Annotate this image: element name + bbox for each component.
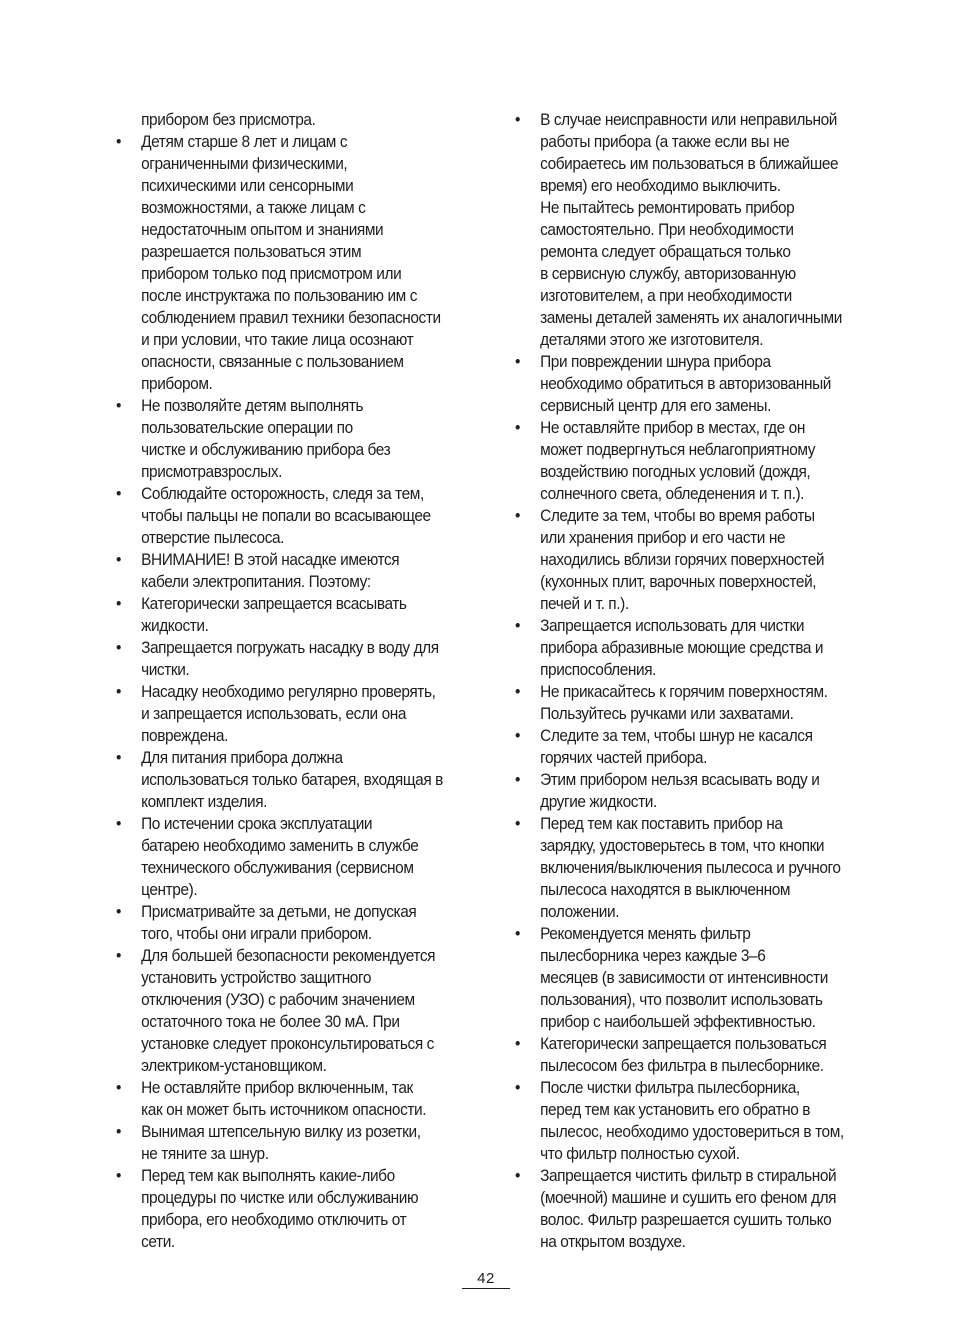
list-item-text: Следите за тем, чтобы во время работы или хранения прибор и его части не находились вблизи горячих поверхностей (кухонных плит, варочных поверхностей, печей и т. п.).: [540, 506, 825, 613]
list-item-text: Перед тем как поставить прибор на зарядку, удостоверьтесь в том, что кнопки включения/выключения пылесоса и ручного пылесоса находятся в выключенном положении.: [540, 814, 841, 921]
list-item: [515, 1033, 903, 1077]
list-item-text: Рекомендуется менять фильтр пылесборника через каждые 3–6 месяцев (в зависимости от интенсивности пользования), что позволит использовать прибор с наибольшей эффективностью.: [540, 924, 828, 1031]
list-item-text: Следите за тем, чтобы шнур не касался горячих частей прибора.: [540, 726, 813, 767]
list-item: [515, 351, 903, 417]
list-item-text: Не позволяйте детям выполнять пользовательские операции по чистке и обслуживанию прибора без присмотравзрослых.: [141, 396, 391, 481]
list-item: [515, 923, 903, 1033]
list-item-text: Вынимая штепсельную вилку из розетки, не тяните за шнур.: [141, 1122, 421, 1163]
list-item: [116, 1121, 499, 1165]
list-item: [116, 813, 499, 901]
list-item-text: Насадку необходимо регулярно проверять, и запрещается использовать, если она повреждена.: [141, 682, 436, 745]
bullet-icon: •: [515, 418, 520, 437]
list-item-text: Детям старше 8 лет и лицам с ограниченными физическими, психическими или сенсорными возможностями, а также лицам с недостаточным опытом и знаниями разрешается пользоваться этим прибором только под присмотром или после инструктажа по пользованию им с соблюдением правил техники безопасности и при условии, что такие лица осознают опасности, связанные с пользованием прибором.: [141, 132, 441, 393]
list-item: [515, 725, 903, 769]
list-item-text: Категорически запрещается всасывать жидкости.: [141, 594, 407, 635]
list-item-text: Присматривайте за детьми, не допуская того, чтобы они играли прибором.: [141, 902, 417, 943]
bullet-icon: •: [515, 110, 520, 129]
list-item-text: В случае неисправности или неправильной работы прибора (а также если вы не собираетесь им пользоваться в ближайшее время) его необходимо выключить. Не пытайтесь ремонтировать прибор самостоятельно. При необходимости ремонта следует обращаться только в сервисную службу, авторизованную изготовителем, а при необходимости замены деталей заменять их аналогичными деталями этого же изготовителя.: [540, 110, 842, 349]
list-item: [116, 1165, 499, 1253]
bullet-icon: •: [116, 902, 121, 921]
list-item: [515, 1165, 903, 1253]
bullet-icon: •: [515, 1034, 520, 1053]
bullet-icon: •: [515, 1166, 520, 1185]
bullet-icon: •: [515, 726, 520, 745]
page-number-rule: [462, 1288, 510, 1289]
bullet-icon: •: [515, 506, 520, 525]
list-item-text: Запрещается чистить фильтр в стиральной (моечной) машине и сушить его феном для волос. Фильтр разрешается сушить только на открытом воздухе.: [540, 1166, 837, 1251]
bullet-icon: •: [116, 594, 121, 613]
list-item: [515, 615, 903, 681]
list-item: [515, 813, 903, 923]
bullet-icon: •: [116, 132, 121, 151]
list-item: [116, 131, 499, 395]
list-item-text: Запрещается погружать насадку в воду для чистки.: [141, 638, 439, 679]
list-item-text: Этим прибором нельзя всасывать воду и другие жидкости.: [540, 770, 820, 811]
bullet-icon: •: [515, 616, 520, 635]
bullet-icon: •: [116, 550, 121, 569]
list-item-text: По истечении срока эксплуатации батарею необходимо заменить в службе технического обслуживания (сервисном центре).: [141, 814, 419, 899]
list-item: [515, 769, 903, 813]
list-item: [116, 549, 499, 593]
list-item: [116, 637, 499, 681]
list-item-text: Не прикасайтесь к горячим поверхностям. Пользуйтесь ручками или захватами.: [540, 682, 828, 723]
bullet-icon: •: [116, 682, 121, 701]
bullet-icon: •: [116, 748, 121, 767]
continuation-text: прибором без присмотра.: [141, 110, 316, 129]
list-item: [515, 505, 903, 615]
right-column: [515, 109, 880, 1253]
list-item-text: Запрещается использовать для чистки прибора абразивные моющие средства и приспособления.: [540, 616, 824, 679]
list-item: [116, 593, 499, 637]
list-item-text: Соблюдайте осторожность, следя за тем, чтобы пальцы не попали во всасывающее отверстие пылесоса.: [141, 484, 431, 547]
list-item: [116, 901, 499, 945]
page-number: 42: [477, 1270, 495, 1287]
list-item-text: Не оставляйте прибор включенным, так как он может быть источником опасности.: [141, 1078, 427, 1119]
list-item: [515, 109, 903, 351]
left-column: [116, 109, 476, 1253]
bullet-icon: •: [116, 1166, 121, 1185]
left-bullet-list: [116, 131, 476, 1253]
list-item-text: После чистки фильтра пылесборника, перед тем как установить его обратно в пылесос, необходимо удостовериться в том, что фильтр полностью сухой.: [540, 1078, 844, 1163]
list-item-text: Для питания прибора должна использоваться только батарея, входящая в комплект изделия.: [141, 748, 443, 811]
bullet-icon: •: [116, 814, 121, 833]
list-item: [116, 483, 499, 549]
bullet-icon: •: [515, 352, 520, 371]
bullet-icon: •: [116, 1122, 121, 1141]
bullet-icon: •: [515, 1078, 520, 1097]
list-item: [515, 417, 903, 505]
bullet-icon: •: [116, 484, 121, 503]
list-item-text: При повреждении шнура прибора необходимо обратиться в авторизованный сервисный центр для его замены.: [540, 352, 831, 415]
right-bullet-list: [515, 109, 880, 1253]
list-item: [116, 681, 499, 747]
list-item: [116, 395, 499, 483]
bullet-icon: •: [116, 946, 121, 965]
list-item-text: Категорически запрещается пользоваться пылесосом без фильтра в пылесборнике.: [540, 1034, 827, 1075]
bullet-icon: •: [515, 770, 520, 789]
bullet-icon: •: [515, 814, 520, 833]
bullet-icon: •: [515, 924, 520, 943]
bullet-icon: •: [116, 1078, 121, 1097]
list-item-text: Перед тем как выполнять какие-либо процедуры по чистке или обслуживанию прибора, его необходимо отключить от сети.: [141, 1166, 419, 1251]
list-item: [515, 681, 903, 725]
bullet-icon: •: [116, 396, 121, 415]
list-item: [116, 747, 499, 813]
list-item-text: Для большей безопасности рекомендуется установить устройство защитного отключения (УЗО) с рабочим значением остаточного тока не более 30 мА. При установке следует проконсультироваться с электриком-установщиком.: [141, 946, 436, 1075]
list-item: [116, 945, 499, 1077]
list-item-text: Не оставляйте прибор в местах, где он может подвергнуться неблагоприятному воздействию погодных условий (дождя, солнечного света, обледенения и т. п.).: [540, 418, 816, 503]
list-item: [116, 1077, 499, 1121]
bullet-icon: •: [515, 682, 520, 701]
list-item: [515, 1077, 903, 1165]
list-item-text: ВНИМАНИЕ! В этой насадке имеются кабели электропитания. Поэтому:: [141, 550, 400, 591]
bullet-icon: •: [116, 638, 121, 657]
